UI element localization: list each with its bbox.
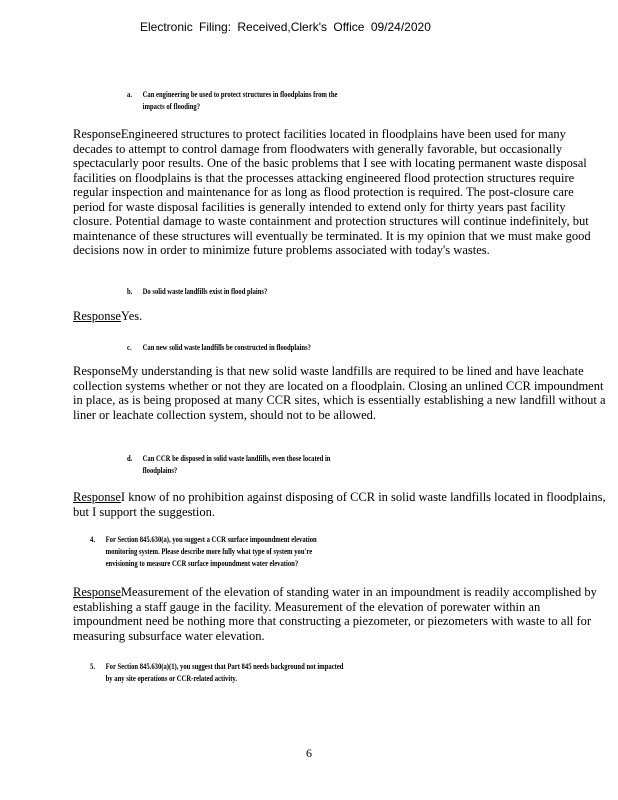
question-line: monitoring system. Please describe more fully what type of system you're: [105, 546, 313, 556]
question-number: 4.: [90, 534, 95, 544]
question-line: impacts of flooding?: [142, 101, 201, 111]
question-d: [127, 452, 330, 476]
question-line: For Section 845.630(a)(1), you suggest that Part 845 needs background not impacted: [105, 661, 344, 671]
response-c: [73, 364, 607, 422]
response-label: Response: [73, 127, 121, 141]
page-number: 6: [306, 746, 312, 760]
response-4: [73, 585, 607, 643]
question-b: [127, 285, 267, 297]
question-line: Do solid waste landfills exist in flood plains?: [142, 286, 268, 296]
response-a: [73, 127, 607, 258]
response-b: [73, 309, 607, 324]
question-c: [127, 341, 311, 353]
question-line: Can engineering be used to protect structures in floodplains from the: [142, 89, 338, 99]
question-a: [127, 88, 337, 112]
electronic-filing-header: Electronic Filing: Received,Clerk's Office 09/24/2020: [140, 20, 431, 34]
question-line: floodplains?: [142, 465, 178, 475]
response-text: My understanding is that new solid waste landfills are required to be lined and have leachate collection systems whether or not they are located on a floodplain. Closing an unlined CCR impoundment in place, as is being proposed at many CCR sites, which is essentially establishing a new landfill without a liner or leachate collection system, should not to be allowed.: [73, 364, 606, 422]
question-line: For Section 845.630(a), you suggest a CCR surface impoundment elevation: [105, 534, 317, 544]
question-number: 5.: [90, 661, 95, 671]
question-line: envisioning to measure CCR surface impoundment water elevation?: [105, 558, 299, 568]
question-5: [90, 660, 343, 684]
question-number: c.: [127, 342, 132, 352]
response-label: Response: [73, 309, 121, 323]
question-line: by any site operations or CCR-related activity.: [105, 673, 238, 683]
response-label: Response: [73, 364, 121, 378]
question-number: b.: [127, 286, 133, 296]
question-number: a.: [127, 89, 132, 99]
response-text: Engineered structures to protect facilities located in floodplains have been used for many decades to attempt to control damage from floodwaters with generally favorable, but occasionally spectacularly poor results. One of the basic problems that I see with locating permanent waste disposal facilities on floodplains is that the processes attacking engineered flood protection structures require regular inspection and maintenance for as long as flood protection is required. The post-closure care period for waste disposal facilities is generally intended to extend only for thirty years past facility closure. Potential damage to waste containment and protection structures will continue indefinitely, but maintenance of these structures will eventually be terminated. It is my opinion that we must make good decisions now in order to minimize future problems associated with today's wastes.: [73, 127, 591, 257]
question-number: d.: [127, 453, 133, 463]
question-line: Can CCR be disposed in solid waste landfills, even those located in: [142, 453, 331, 463]
response-text: I know of no prohibition against disposing of CCR in solid waste landfills located in floodplains, but I support the suggestion.: [73, 490, 606, 519]
response-d: [73, 490, 607, 519]
response-text: Measurement of the elevation of standing water in an impoundment is readily accomplished by establishing a staff gauge in the facility. Measurement of the elevation of porewater within an impoundment need be nothing more that constructing a piezometer, or piezometers with waste to all for measuring subsurface water elevation.: [73, 585, 597, 643]
response-label: Response: [73, 490, 121, 504]
response-label: Response: [73, 585, 121, 599]
question-4: [90, 533, 317, 569]
response-text: Yes.: [120, 309, 143, 323]
question-line: Can new solid waste landfills be constructed in floodplains?: [142, 342, 311, 352]
